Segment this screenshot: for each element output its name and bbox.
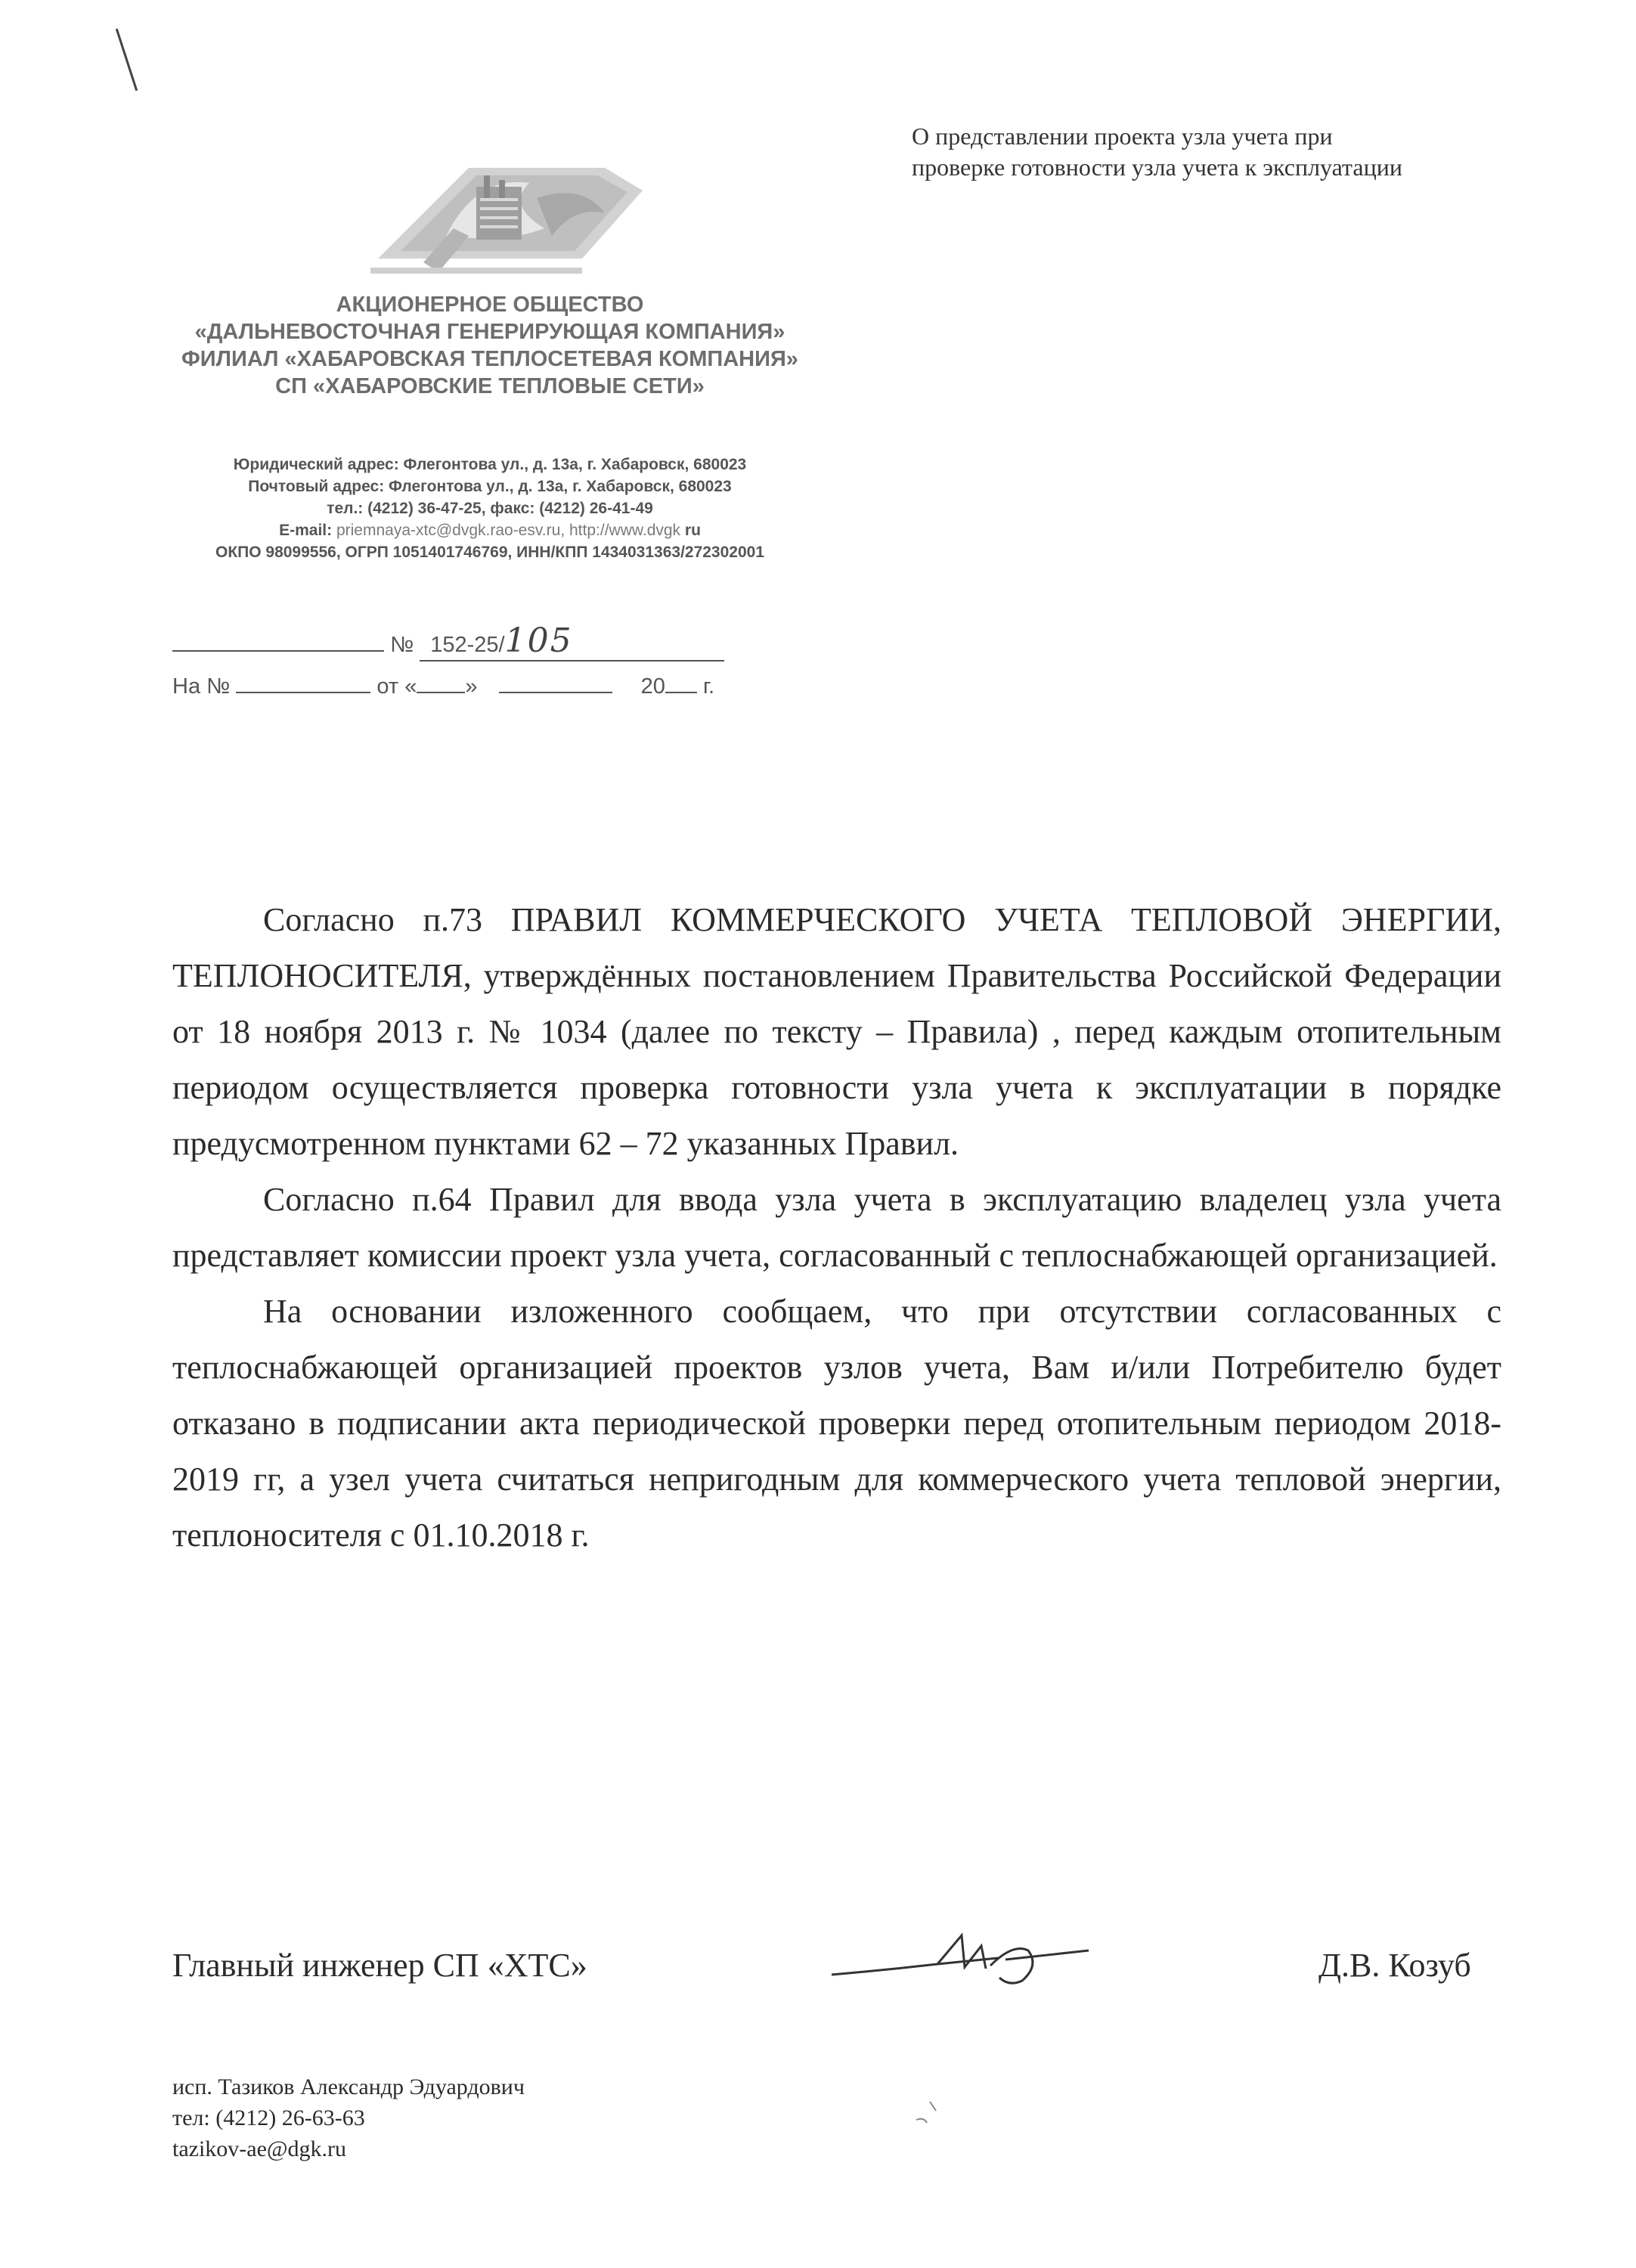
org-line-2: «ДАЛЬНЕВОСТОЧНАЯ ГЕНЕРИРУЮЩАЯ КОМПАНИЯ» [194, 320, 785, 344]
ref-label: На № [172, 674, 231, 699]
legal-address: Юридический адрес: Флегонтова ул., д. 13а, г. Хабаровск, 680023 [233, 456, 747, 473]
org-line-4: СП «ХАБАРОВСКИЕ ТЕПЛОВЫЕ СЕТИ» [275, 374, 705, 398]
body-paragraph-1: Согласно п.73 ПРАВИЛ КОММЕРЧЕСКОГО УЧЕТА ТЕПЛОВОЙ ЭНЕРГИИ, ТЕПЛОНОСИТЕЛЯ, утверждённых постановлением Правительства Российской Федерации от 18 ноября 2013 г. № 1034 (далее по тексту – Правила) , перед каждым отопительным периодом осуществляется проверка готовности узла учета к эксплуатации в порядке предусмотренном пунктами 62 – 72 указанных Правил. [172, 901, 1501, 1162]
date-blank [172, 634, 384, 652]
company-logo [355, 145, 658, 278]
handwritten-number: 105 [504, 621, 573, 660]
signatory-title: Главный инженер СП «ХТС» [172, 1947, 587, 1984]
website-tail: ru [684, 522, 701, 539]
year-suffix: г. [702, 674, 715, 699]
from-label: от « [376, 674, 417, 699]
scan-pen-tick [913, 2097, 943, 2127]
executor-contacts [172, 2071, 525, 2164]
organization-name [172, 291, 807, 400]
email-line [172, 519, 807, 541]
scan-pen-mark [116, 29, 138, 91]
quote-close: » [465, 674, 478, 699]
subject-line-2: проверке готовности узла учета к эксплуатации [912, 153, 1402, 181]
executor-name: исп. Тазиков Александр Эдуардович [172, 2074, 525, 2099]
executor-phone: тел: (4212) 26-63-63 [172, 2105, 365, 2130]
org-line-3: ФИЛИАЛ «ХАБАРОВСКАЯ ТЕПЛОСЕТЕВАЯ КОМПАНИЯ» [181, 347, 798, 371]
signatory-name: Д.В. Козуб [1318, 1947, 1471, 1984]
body-paragraph-2: Согласно п.64 Правил для ввода узла учета в эксплуатацию владелец узла учета представляет комиссии проект узла учета, согласованный с теплоснабжающей организацией. [172, 1181, 1501, 1274]
body-paragraph-3: На основании изложенного сообщаем, что при отсутствии согласованных с теплоснабжающей организацией проектов узлов учета, Вам и/или Потребителю будет отказано в подписании акта периодической проверки перед отопительным периодом 2018-2019 гг, а узел учета считаться непригодным для коммерческого учета тепловой энергии, теплоносителя с 01.10.2018 г. [172, 1293, 1501, 1554]
incoming-reference [172, 674, 714, 699]
number-label: № [390, 633, 414, 657]
month-blank [499, 675, 612, 693]
ref-number-blank [236, 675, 370, 693]
postal-address: Почтовый адрес: Флегонтова ул., д. 13а, г. Хабаровск, 680023 [248, 478, 732, 495]
handwritten-signature [824, 1920, 1096, 2003]
org-line-1: АКЦИОНЕРНОЕ ОБЩЕСТВО [336, 293, 644, 317]
letter-body [172, 892, 1501, 1563]
registry-codes: ОКПО 98099556, ОГРП 1051401746769, ИНН/КПП 1434031363/272302001 [215, 544, 765, 561]
year-blank [665, 675, 697, 693]
number-prefix: 152-25/ [430, 633, 505, 657]
day-blank [417, 675, 465, 693]
email-link[interactable]: priemnaya-xtc@dvgk.rao-esv.ru, [336, 522, 565, 539]
letter-subject [912, 121, 1402, 183]
executor-email[interactable]: tazikov-ae@dgk.ru [172, 2136, 347, 2161]
subject-line-1: О представлении проекта узла учета при [912, 122, 1333, 150]
email-label: E-mail: [279, 522, 333, 539]
organization-requisites [172, 454, 807, 563]
number-field [420, 621, 723, 662]
outgoing-number [172, 621, 724, 662]
website-link[interactable]: http://www.dvgk [569, 522, 681, 539]
phone-fax: тел.: (4212) 36-47-25, факс: (4212) 26-41-49 [327, 500, 653, 517]
year-label: 20 [640, 674, 665, 699]
